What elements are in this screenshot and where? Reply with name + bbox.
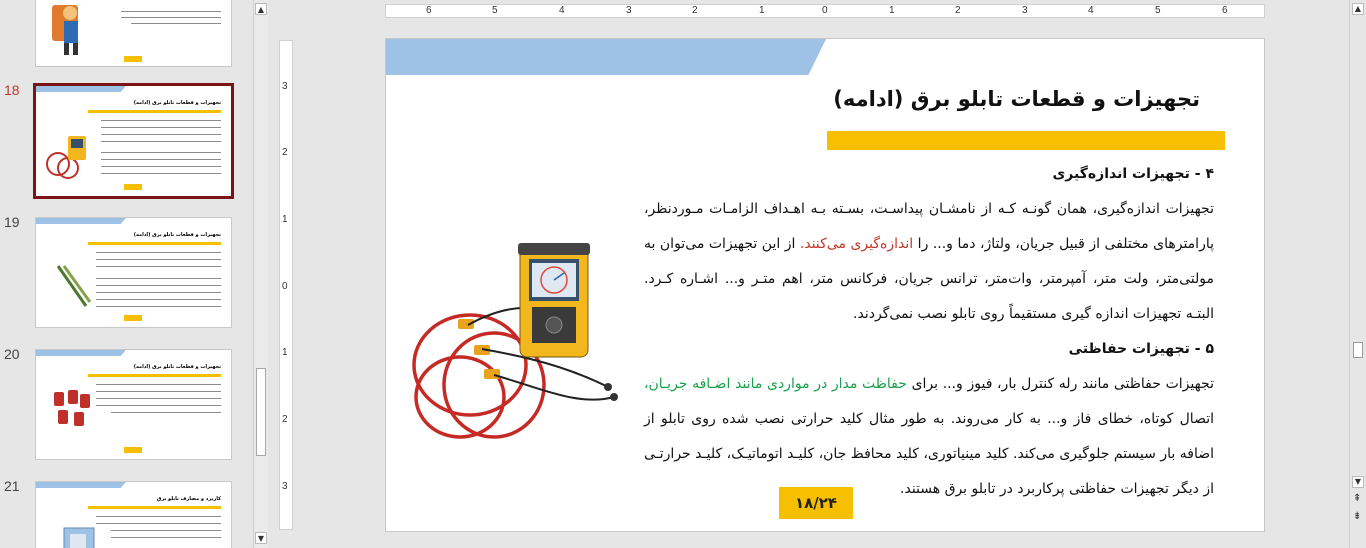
slide-number-21: 21 (4, 478, 20, 494)
slide-thumbnail-17[interactable] (35, 0, 232, 67)
ruler-tick-label: 5 (1155, 5, 1161, 16)
text-run: از این تجهیزات می‌توان به مولتی‌متر، ولت متر، آمپرمتر، وات‌متر، ترانس جریان، فرکانس متر، اهم متـر و... اشـاره کـرد. البتـه تجهیزات اندازه گیری مستقیماً روی تابلو نصب نمی‌گردند. (644, 236, 1214, 322)
highlight-green-text: حفاظت مدار در مواردی مانند اضـافه جریـان، (644, 376, 907, 392)
panel-thumbnail-image (60, 524, 100, 548)
text-run: تجهیزات اندازه‌گیری، همان گونـه کـه از نامشـان پیداسـت، بسـته بـه اهـداف الزامـات مـوردنظر، پارامترهای مختلفی از قبیل جریان، ولتاژ، دما و... را (644, 201, 1214, 252)
slide-title[interactable]: تجهیزات و قطعات تابلو برق (ادامه) (833, 87, 1200, 111)
thumbnail-scrollbar[interactable] (253, 0, 268, 548)
paragraph-measurement (644, 192, 1214, 332)
power-analyzer-image[interactable] (408, 237, 630, 455)
thumbnail-title: تجهیزات و قطعات تابلو برق (ادامه) (133, 364, 221, 370)
slide-number-20: 20 (4, 346, 20, 362)
text-run: اتصال کوتاه، خطای فاز و... به کار می‌روند. به طور مثال کلید حرارتی نصب شده روی تابلو از اضافه بار سیستم جلوگیری می‌کند. کلید مینیاتوری، کلید محافظ جان، کلیـد اتوماتیـک، کلیـد حرارتـی از دیگر تجهیزات حفاظتی پرکاربرد در تابلو برق هستند. (644, 411, 1214, 497)
ruler-tick-label: 6 (1222, 5, 1228, 16)
ruler-tick-label: 1 (282, 347, 288, 358)
scroll-up-icon[interactable]: ▲ (1352, 3, 1364, 15)
scroll-down-icon[interactable]: ▼ (1352, 476, 1364, 488)
slide-number-18: 18 (4, 82, 20, 98)
thumbnail-title: تجهیزات و قطعات تابلو برق (ادامه) (133, 232, 221, 238)
horizontal-ruler[interactable] (385, 4, 1265, 18)
slide-thumbnail-21[interactable] (35, 481, 232, 548)
scrollbar-thumb[interactable] (256, 368, 266, 456)
section-heading-protection: ۵ - تجهیزات حفاظتی (1068, 341, 1214, 357)
ruler-tick-label: 1 (759, 5, 765, 16)
ruler-tick-label: 0 (822, 5, 828, 16)
slide-thumbnail-19[interactable] (35, 217, 232, 328)
ruler-tick-label: 3 (282, 81, 288, 92)
ruler-tick-label: 2 (955, 5, 961, 16)
highlight-red-text: اندازه‌گیری می‌کنند. (799, 236, 914, 252)
scroll-down-icon[interactable]: ▼ (255, 532, 267, 544)
scroll-up-icon[interactable]: ▲ (255, 3, 267, 15)
ruler-tick-label: 0 (282, 281, 288, 292)
ruler-tick-label: 3 (282, 481, 288, 492)
ruler-tick-label: 4 (1088, 5, 1094, 16)
grounding-rod-thumbnail-image (54, 262, 94, 312)
paragraph-protection (644, 367, 1214, 507)
text-run: تجهیزات حفاظتی مانند رله کنترل بار، فیوز و... برای (906, 376, 1214, 392)
scrollbar-thumb[interactable] (1353, 342, 1363, 358)
slide-body-text[interactable] (644, 157, 1214, 507)
ruler-tick-label: 4 (559, 5, 565, 16)
editor-vertical-scrollbar[interactable] (1349, 0, 1366, 548)
slide-thumbnail-pane (0, 0, 250, 548)
page-number-badge: ۱۸/۲۴ (779, 487, 853, 519)
section-heading-measurement: ۴ - تجهیزات اندازه‌گیری (1052, 166, 1214, 182)
ruler-tick-label: 3 (626, 5, 632, 16)
title-underline-bar (827, 131, 1225, 150)
thumbnail-title: تجهیزات و قطعات تابلو برق (ادامه) (133, 100, 221, 106)
thumbnail-title: کاربرد و مصارف تابلو برق (156, 496, 221, 502)
ruler-tick-label: 1 (282, 214, 288, 225)
ruler-tick-label: 1 (889, 5, 895, 16)
next-slide-icon[interactable]: ⇟ (1353, 511, 1362, 522)
worker-illustration (48, 0, 92, 59)
ruler-tick-label: 5 (492, 5, 498, 16)
slide-thumbnail-18[interactable] (33, 83, 234, 199)
ruler-tick-label: 2 (692, 5, 698, 16)
fuses-thumbnail-image (50, 384, 94, 434)
vertical-ruler[interactable] (279, 40, 293, 530)
slide-thumbnail-20[interactable] (35, 349, 232, 460)
previous-slide-icon[interactable]: ⇞ (1353, 493, 1362, 504)
slide-number-19: 19 (4, 214, 20, 230)
slide-canvas[interactable] (385, 38, 1265, 532)
meter-thumbnail-image (44, 130, 94, 180)
ruler-tick-label: 3 (1022, 5, 1028, 16)
ruler-tick-label: 2 (282, 147, 288, 158)
header-band (386, 39, 826, 75)
ruler-tick-label: 2 (282, 414, 288, 425)
ruler-tick-label: 6 (426, 5, 432, 16)
